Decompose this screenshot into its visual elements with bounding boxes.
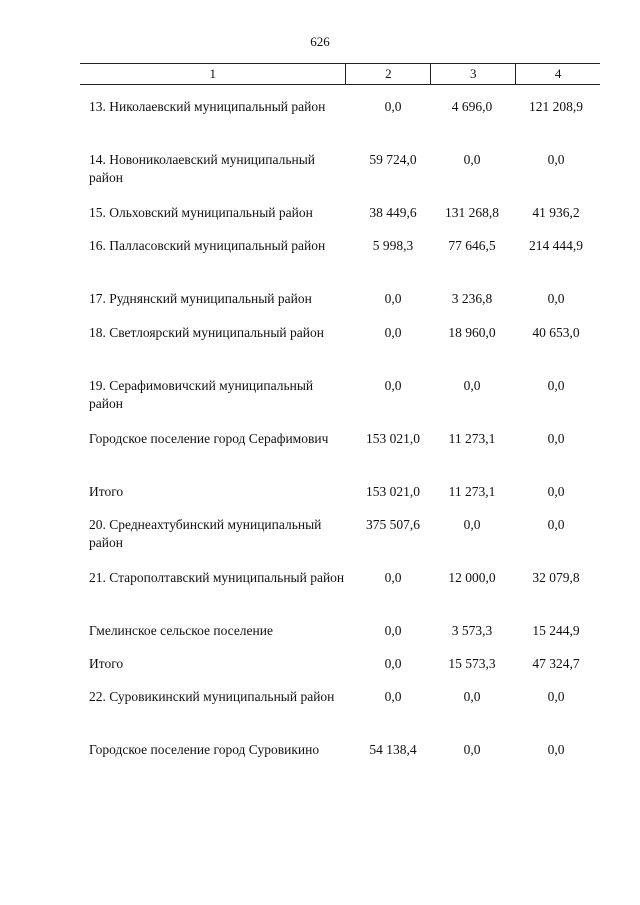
row-col-2: 0,0 bbox=[384, 689, 402, 704]
row-col-3: 15 573,3 bbox=[448, 656, 496, 671]
table-row bbox=[80, 516, 598, 552]
table-row bbox=[80, 151, 598, 187]
table-row bbox=[80, 483, 598, 501]
row-name: 15. Ольховский муниципальный район bbox=[89, 205, 313, 220]
table-row bbox=[80, 688, 598, 706]
row-col-2: 5 998,3 bbox=[372, 238, 414, 253]
row-col-3: 0,0 bbox=[463, 517, 481, 532]
header-col-1: 1 bbox=[80, 64, 346, 84]
row-col-3: 0,0 bbox=[463, 689, 481, 704]
row-name: 14. Новониколаевский муниципальный район bbox=[89, 152, 316, 185]
page-number: 626 bbox=[310, 34, 330, 49]
row-col-2: 0,0 bbox=[384, 291, 402, 306]
table-row bbox=[80, 237, 598, 255]
row-col-2: 0,0 bbox=[384, 378, 402, 393]
row-col-4: 0,0 bbox=[547, 517, 565, 532]
header-col-2: 2 bbox=[346, 64, 431, 84]
row-name: 16. Палласовский муниципальный район bbox=[89, 238, 326, 253]
row-name: Городское поселение город Суровикино bbox=[89, 742, 320, 757]
table-row bbox=[80, 741, 598, 759]
row-col-2: 153 021,0 bbox=[366, 431, 420, 446]
row-name: Городское поселение город Серафимович bbox=[89, 431, 329, 446]
row-col-4: 0,0 bbox=[547, 152, 565, 167]
row-name: 21. Старополтавский муниципальный район bbox=[89, 570, 345, 585]
row-col-4: 47 324,7 bbox=[532, 656, 580, 671]
row-col-3: 4 696,0 bbox=[451, 99, 493, 114]
row-name: Итого bbox=[89, 656, 124, 671]
row-col-4: 0,0 bbox=[547, 742, 565, 757]
row-col-3: 18 960,0 bbox=[448, 325, 496, 340]
row-name: 20. Среднеахтубинский муниципальный район bbox=[89, 517, 322, 550]
row-col-3: 0,0 bbox=[463, 742, 481, 757]
table-row bbox=[80, 569, 598, 587]
table-row bbox=[80, 430, 598, 448]
table-row bbox=[80, 622, 598, 640]
table-row bbox=[80, 324, 598, 342]
row-col-2: 59 724,0 bbox=[369, 152, 417, 167]
table-row bbox=[80, 655, 598, 673]
row-col-4: 0,0 bbox=[547, 378, 565, 393]
header-col-4: 4 bbox=[554, 66, 562, 81]
row-col-4: 41 936,2 bbox=[532, 205, 580, 220]
row-col-3: 3 573,3 bbox=[451, 623, 493, 638]
row-col-4: 0,0 bbox=[547, 431, 565, 446]
row-col-3: 11 273,1 bbox=[448, 484, 496, 499]
row-col-4: 15 244,9 bbox=[532, 623, 580, 638]
row-col-4: 32 079,8 bbox=[532, 570, 580, 585]
row-col-4: 214 444,9 bbox=[529, 238, 583, 253]
row-col-4: 121 208,9 bbox=[529, 99, 583, 114]
table-header bbox=[80, 63, 600, 85]
row-col-2: 38 449,6 bbox=[369, 205, 417, 220]
table-row bbox=[80, 98, 598, 116]
header-col-3: 3 bbox=[431, 64, 516, 84]
row-col-4: 0,0 bbox=[547, 291, 565, 306]
row-col-3: 0,0 bbox=[463, 378, 481, 393]
row-col-3: 0,0 bbox=[463, 152, 481, 167]
row-name: Итого bbox=[89, 484, 124, 499]
row-col-2: 54 138,4 bbox=[369, 742, 417, 757]
row-col-3: 11 273,1 bbox=[448, 431, 496, 446]
row-col-2: 0,0 bbox=[384, 99, 402, 114]
row-col-3: 12 000,0 bbox=[448, 570, 496, 585]
row-name: Гмелинское сельское поселение bbox=[89, 623, 273, 638]
row-col-2: 0,0 bbox=[384, 570, 402, 585]
row-col-4: 0,0 bbox=[547, 689, 565, 704]
row-col-4: 0,0 bbox=[547, 484, 565, 499]
row-col-2: 153 021,0 bbox=[366, 484, 420, 499]
row-col-2: 0,0 bbox=[384, 623, 402, 638]
row-name: 17. Руднянский муниципальный район bbox=[89, 291, 312, 306]
row-name: 19. Серафимовичский муниципальный район bbox=[89, 378, 314, 411]
table-row bbox=[80, 377, 598, 413]
row-col-2: 375 507,6 bbox=[366, 517, 420, 532]
row-col-3: 131 268,8 bbox=[445, 205, 499, 220]
row-name: 18. Светлоярский муниципальный район bbox=[89, 325, 324, 340]
row-col-2: 0,0 bbox=[384, 656, 402, 671]
row-col-2: 0,0 bbox=[384, 325, 402, 340]
row-col-3: 77 646,5 bbox=[448, 238, 496, 253]
row-name: 13. Николаевский муниципальный район bbox=[89, 99, 326, 114]
row-col-4: 40 653,0 bbox=[532, 325, 580, 340]
row-col-3: 3 236,8 bbox=[451, 291, 493, 306]
row-name: 22. Суровикинский муниципальный район bbox=[89, 689, 335, 704]
table-row bbox=[80, 204, 598, 222]
table-row bbox=[80, 290, 598, 308]
